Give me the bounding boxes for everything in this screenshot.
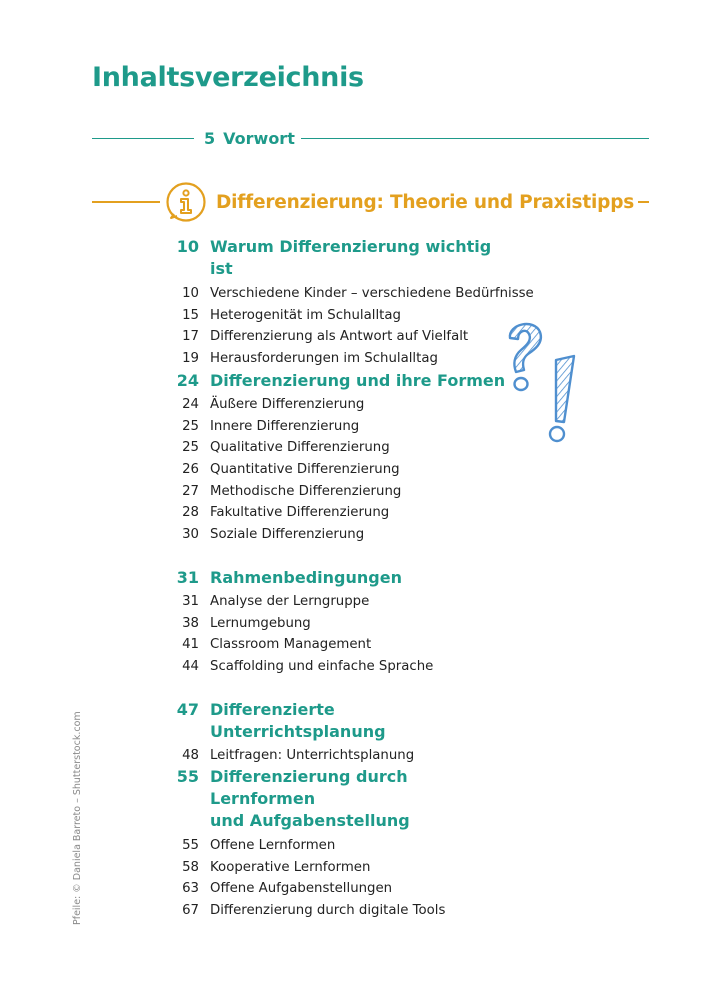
toc-entry[interactable] [0,900,711,922]
entry-page: 67 [182,903,199,919]
entry-page: 48 [182,748,199,763]
chapter-page: 55 [176,767,199,786]
chapter-heading[interactable] [0,370,711,392]
entry-title: Äußere Differenzierung [210,397,365,412]
toc-entry[interactable] [0,745,711,767]
section-divider-left [92,201,160,203]
entry-page: 31 [182,594,199,609]
entry-title: Fakultative Differenzierung [210,505,390,521]
entry-page: 10 [182,286,199,301]
entry-page: 17 [182,329,199,345]
entry-page: 63 [182,881,199,897]
chapter-title: Differenzierung und ihre Formen [210,371,506,390]
chapter-page: 31 [176,568,199,587]
entry-title: Analyse der Lerngruppe [210,594,370,609]
image-credit: Pfeile: © Daniela Barreto – Shutterstock.com [72,711,83,925]
section-divider-right [638,201,649,203]
entry-title: Lernumgebung [210,615,311,631]
toc-entry[interactable] [0,591,711,613]
section-header[interactable] [92,180,649,224]
entry-page: 28 [182,505,199,521]
entry-title: Offene Lernformen [210,838,336,853]
vorwort-label: Vorwort [223,129,295,148]
entry-title: Offene Aufgabenstellungen [210,881,393,897]
toc-entry[interactable] [0,326,711,348]
chapter-title: Differenzierung durch Lernformen [210,767,408,808]
chapter [0,766,711,922]
entry-page: 15 [182,307,199,323]
chapter-heading[interactable] [0,766,711,832]
entry-page: 24 [182,397,199,412]
entry-title: Innere Differenzierung [210,418,360,434]
chapter-title: Rahmenbedingungen [210,568,402,587]
vorwort-page: 5 [204,129,216,148]
toc-entry[interactable] [0,437,711,459]
chapter-heading[interactable] [0,699,711,743]
entry-page: 44 [182,659,199,675]
entry-page: 19 [182,351,199,367]
chapter-heading[interactable] [0,236,711,280]
entry-page: 55 [182,838,199,853]
entry-page: 41 [182,637,199,653]
chapter [0,567,711,678]
chapter-heading[interactable] [0,567,711,589]
entry-page: 25 [182,418,199,434]
toc-entry[interactable] [0,459,711,481]
toc-entry[interactable] [0,835,711,857]
entry-title: Classroom Management [210,637,372,653]
entry-title: Differenzierung als Antwort auf Vielfalt [210,329,469,345]
question-exclamation-icon [498,318,590,446]
chapter-title: Warum Differenzierung wichtig ist [210,237,492,278]
entry-title: Methodische Differenzierung [210,483,402,499]
chapter-page: 47 [176,700,199,719]
info-icon [164,180,208,224]
toc-entry[interactable] [0,394,711,416]
toc-entry[interactable] [0,348,711,370]
vorwort-row[interactable] [92,129,649,148]
chapter [0,236,711,370]
toc-entry[interactable] [0,305,711,327]
chapter [0,699,711,767]
entry-title: Verschiedene Kinder – verschiedene Bedürfnisse [210,286,534,301]
entry-title: Quantitative Differenzierung [210,462,400,478]
entry-page: 26 [182,462,199,478]
chapter-title: Differenzierte Unterrichtsplanung [210,700,386,741]
toc-entry[interactable] [0,481,711,503]
entry-title: Kooperative Lernformen [210,859,371,875]
entry-page: 58 [182,859,199,875]
chapter-title-line2: und Aufgabenstellung [210,811,410,830]
toc-entry[interactable] [0,524,711,546]
entry-title: Differenzierung durch digitale Tools [210,903,446,919]
chapter-page: 10 [176,237,199,256]
entry-title: Herausforderungen im Schulalltag [210,351,438,367]
entry-title: Scaffolding und einfache Sprache [210,659,434,675]
toc-entry[interactable] [0,502,711,524]
toc-entry[interactable] [0,613,711,635]
entry-page: 30 [182,527,199,543]
entry-page: 27 [182,483,199,499]
toc-entry[interactable] [0,878,711,900]
divider-right [301,138,649,140]
entry-title: Leitfragen: Unterrichtsplanung [210,748,415,763]
entry-title: Qualitative Differenzierung [210,440,390,456]
toc-entry[interactable] [0,283,711,305]
chapter [0,370,711,546]
toc-entry[interactable] [0,634,711,656]
divider-left [92,138,194,140]
entry-page: 25 [182,440,199,456]
entry-title: Soziale Differenzierung [210,527,365,543]
section-title: Differenzierung: Theorie und Praxistipps [216,191,635,213]
toc-entry[interactable] [0,416,711,438]
page-title: Inhaltsverzeichnis [92,62,364,93]
entry-title: Heterogenität im Schulalltag [210,307,401,323]
toc-entry[interactable] [0,656,711,678]
toc-entry[interactable] [0,857,711,879]
chapter-page: 24 [176,371,199,390]
entry-page: 38 [182,615,199,631]
